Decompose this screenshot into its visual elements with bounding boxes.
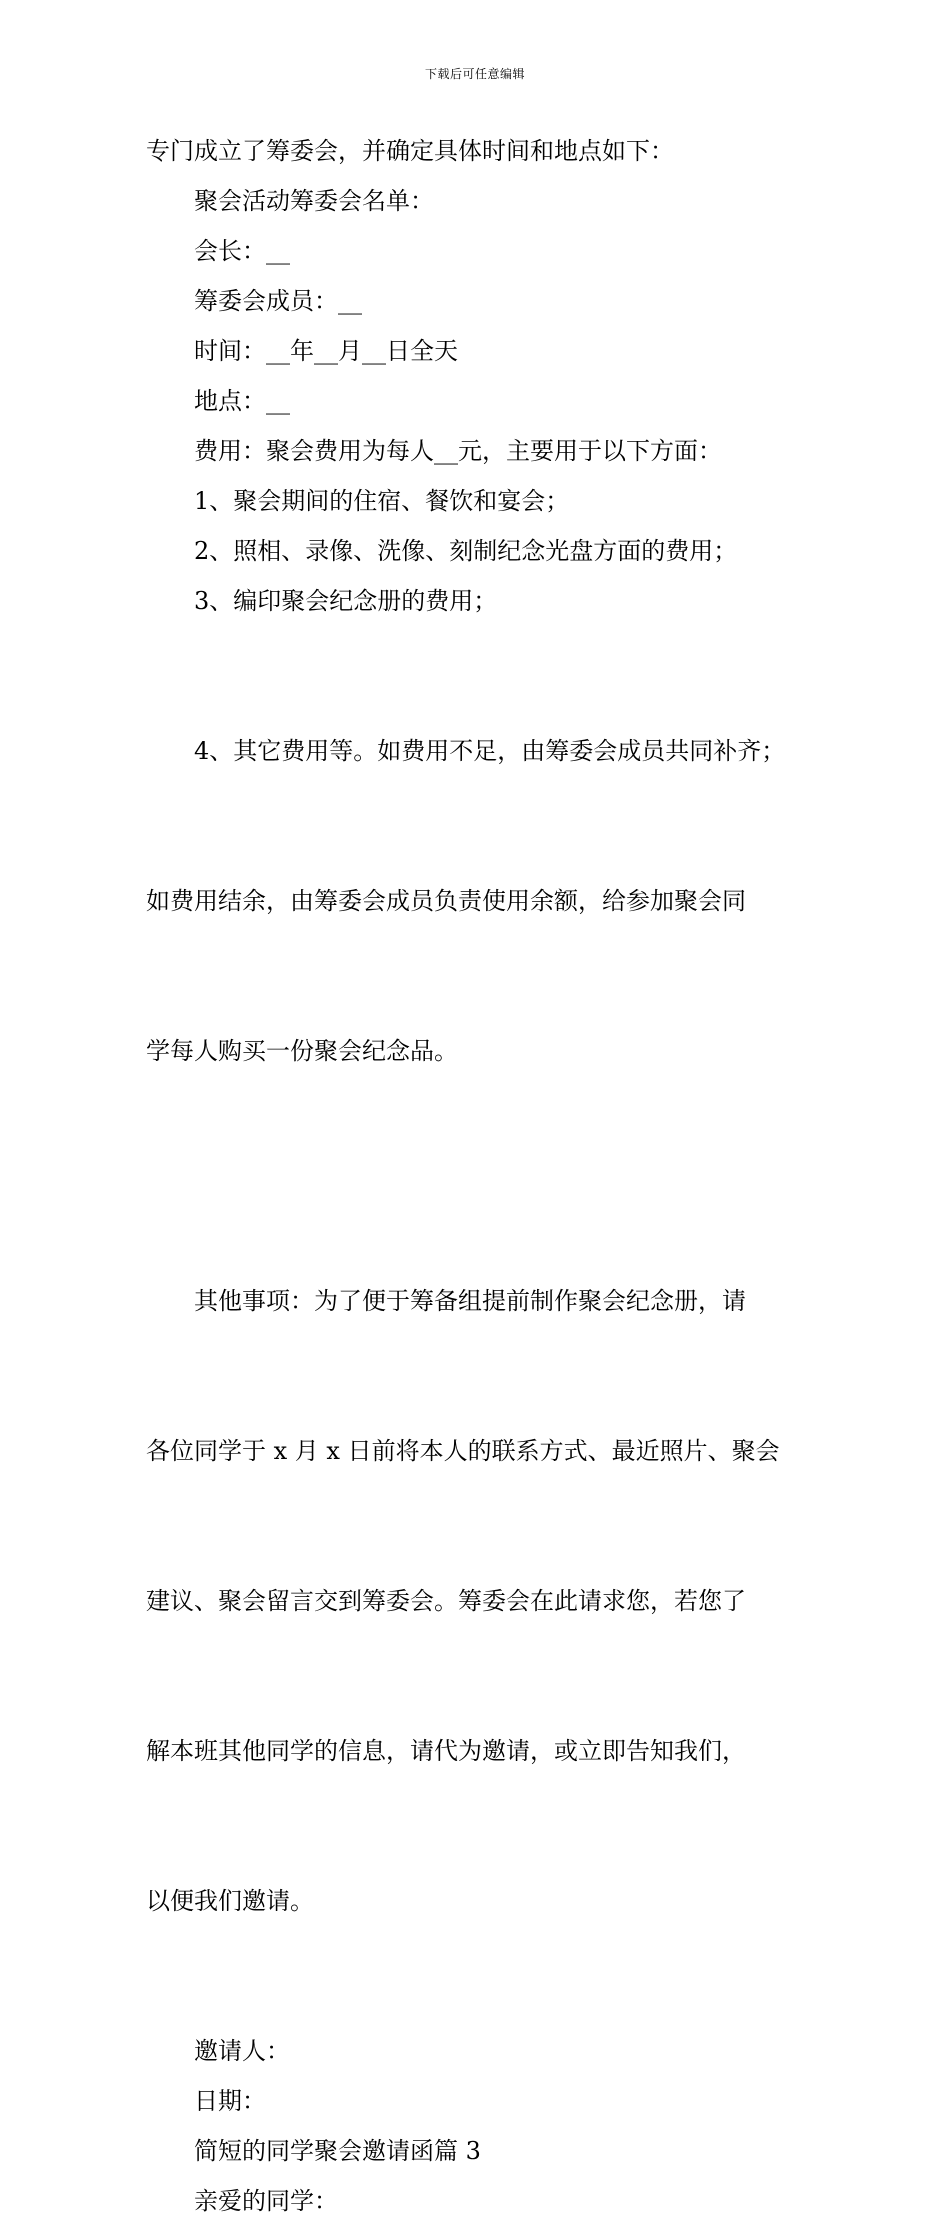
committee-list-heading: 聚会活动筹委会名单： <box>194 187 434 215</box>
location-line: 地点：__ <box>194 387 290 415</box>
inviter-line: 邀请人： <box>194 2037 290 2065</box>
text-line: 以便我们邀请。 <box>146 1887 314 1915</box>
time-line: 时间：__年__月__日全天 <box>194 337 458 365</box>
text-line: 4、其它费用等。如费用不足，由筹委会成员共同补齐； <box>194 737 786 765</box>
committee-members-line: 筹委会成员：__ <box>194 287 362 315</box>
fee-item-2: 2、照相、录像、洗像、刻制纪念光盘方面的费用； <box>194 537 738 565</box>
text-line: 学每人购买一份聚会纪念品。 <box>146 1037 458 1065</box>
text-line: 其他事项：为了便于筹备组提前制作聚会纪念册，请 <box>194 1287 746 1315</box>
fee-item-1: 1、聚会期间的住宿、餐饮和宴会； <box>194 487 570 515</box>
document-body <box>146 126 826 2226</box>
continued-paragraph: 专门成立了筹委会，并确定具体时间和地点如下： <box>146 137 674 165</box>
fee-line: 费用：聚会费用为每人__元，主要用于以下方面： <box>194 437 722 465</box>
other-matters-paragraph <box>146 1176 826 2026</box>
page-header-note: 下载后可任意编辑 <box>424 67 525 81</box>
president-line: 会长：__ <box>194 237 290 265</box>
fee-item-3: 3、编印聚会纪念册的费用； <box>194 587 498 615</box>
text-line: 各位同学于 x 月 x 日前将本人的联系方式、最近照片、聚会 <box>146 1437 780 1465</box>
date-line: 日期： <box>194 2087 266 2115</box>
salutation-line: 亲爱的同学： <box>194 2187 338 2215</box>
section-title: 简短的同学聚会邀请函篇 3 <box>194 2137 481 2165</box>
text-line: 解本班其他同学的信息，请代为邀请，或立即告知我们， <box>146 1737 746 1765</box>
fee-item-4-paragraph <box>146 626 826 1176</box>
text-line: 如费用结余，由筹委会成员负责使用余额，给参加聚会同 <box>146 887 746 915</box>
text-line: 建议、聚会留言交到筹委会。筹委会在此请求您，若您了 <box>146 1587 746 1615</box>
